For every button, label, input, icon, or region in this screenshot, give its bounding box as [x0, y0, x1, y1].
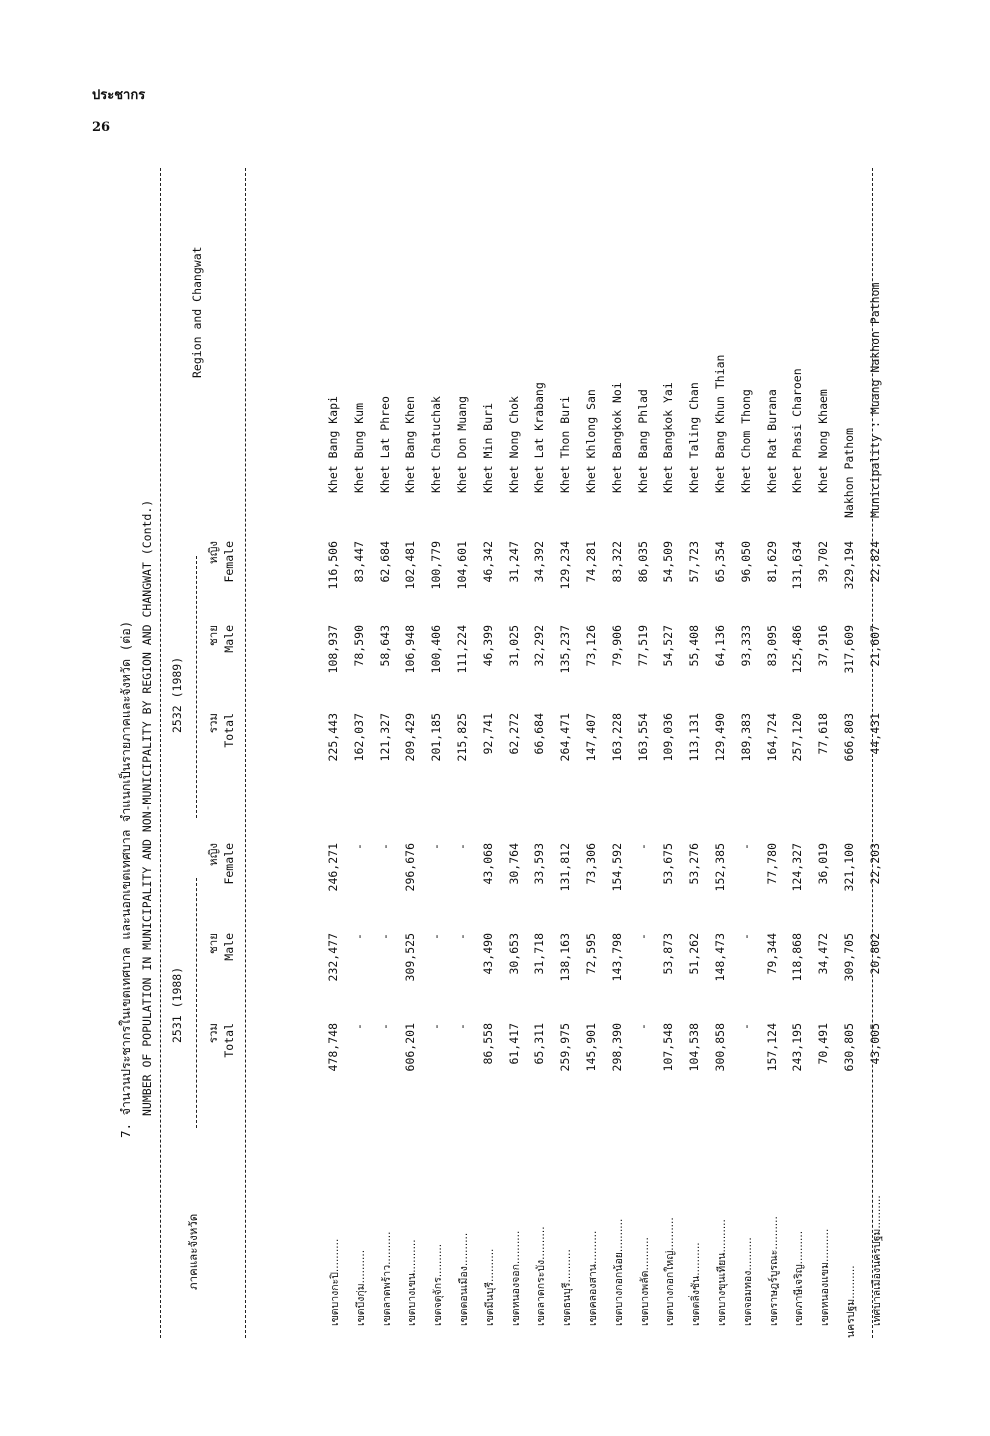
cell-t89: 113,131 — [687, 713, 702, 762]
cell-m88: 309,525 — [403, 933, 418, 982]
cell-m88: 118,868 — [790, 933, 805, 982]
cell-m88: 20,802 — [867, 933, 882, 975]
cell-t88: 145,901 — [584, 1023, 598, 1072]
row-label-thai: เขตจอมทอง.......... — [741, 1237, 754, 1326]
cell-t89: 189,383 — [738, 713, 753, 762]
cell-m88: 138,163 — [558, 933, 573, 982]
cell-t89: 666,803 — [842, 713, 856, 762]
cell-f88: 22,203 — [867, 843, 882, 885]
cell-f88: - — [377, 843, 392, 850]
cell-t89: 121,327 — [377, 713, 392, 762]
cell-t88: - — [455, 1023, 469, 1030]
row-label-en: Khet Nong Khaem — [816, 389, 831, 493]
col-header-en: Male — [222, 625, 236, 653]
row-label-thai: เขตหนองแขม.......... — [819, 1228, 832, 1326]
row-label-en: Khet Nong Chok — [506, 396, 521, 493]
cell-f89: 31,247 — [506, 541, 521, 583]
cell-f88: 131,812 — [558, 843, 573, 892]
year1-rule — [196, 878, 197, 1128]
cell-f89: 65,354 — [713, 541, 727, 583]
cell-m88: - — [455, 933, 469, 940]
cell-m88: 31,718 — [532, 933, 547, 975]
col-header-thai: หญิง — [206, 843, 220, 866]
cell-f89: 57,723 — [687, 541, 702, 583]
page-number: 26 — [92, 120, 111, 135]
table-title-en: NUMBER OF POPULATION IN MUNICIPALITY AND NON-MUNICIPALITY BY REGION AND CHANGWAT (Contd.) — [140, 499, 154, 1116]
row-label-thai: เขตลาดพร้าว.......... — [380, 1231, 393, 1326]
row-label-thai: เขตภาษีเจริญ.......... — [793, 1230, 806, 1326]
cell-m88: - — [377, 933, 392, 940]
cell-t89: 164,724 — [764, 713, 779, 762]
cell-t89: 257,120 — [790, 713, 805, 762]
col-header-thai: รวม — [206, 1023, 220, 1044]
cell-m89: 46,399 — [480, 625, 495, 667]
cell-t89: 201,185 — [429, 713, 444, 762]
cell-m89: 125,486 — [790, 625, 805, 674]
cell-m89: 31,025 — [506, 625, 521, 667]
cell-f88: - — [429, 843, 444, 850]
cell-t88: - — [429, 1023, 444, 1030]
cell-t88: 630,805 — [842, 1023, 856, 1072]
cell-m89: 64,136 — [713, 625, 727, 667]
cell-m88: 148,473 — [713, 933, 727, 982]
cell-t89: 77,618 — [816, 713, 831, 755]
cell-f88: 36,019 — [816, 843, 831, 885]
cell-t89: 147,407 — [584, 713, 598, 762]
row-label-thai: เขตตลิ่งชัน.......... — [690, 1242, 703, 1326]
cell-f89: 329,194 — [842, 541, 856, 590]
cell-t89: 62,272 — [506, 713, 521, 755]
cell-m89: 317,609 — [842, 625, 856, 674]
row-label-en: Municipality : Muang Nakhon Pathom — [867, 282, 882, 518]
cell-t89: 92,741 — [480, 713, 495, 755]
row-label-en: Khet Taling Chan — [687, 382, 702, 493]
row-label-en: Khet Min Buri — [480, 402, 495, 493]
cell-f88: 296,676 — [403, 843, 418, 892]
cell-f88: 30,764 — [506, 843, 521, 885]
row-label-en: Khet Lat Krabang — [532, 382, 547, 493]
year-1988: 2531 (1988) — [170, 966, 184, 1043]
cell-f89: 54,509 — [661, 541, 676, 583]
cell-f89: 116,506 — [326, 541, 340, 590]
cell-f89: 131,634 — [790, 541, 805, 590]
row-label-en: Khet Bang Phlad — [635, 389, 650, 493]
cell-m88: - — [429, 933, 444, 940]
row-label-en: Khet Don Muang — [455, 396, 469, 493]
cell-t88: 43,005 — [867, 1023, 882, 1065]
cell-t88: 107,548 — [661, 1023, 676, 1072]
year-1989: 2532 (1989) — [170, 656, 184, 733]
cell-m89: 79,906 — [609, 625, 624, 667]
header-bottom-rule — [245, 168, 246, 1338]
table-title-thai: 7. จำนวนประชากรในเขตเทศบาล และนอกเขตเทศบาล จำแนกเป็นรายภาคและจังหวัด (ต่อ) — [118, 620, 133, 1138]
row-label-en: Khet Bung Kum — [351, 402, 366, 493]
cell-t88: - — [351, 1023, 366, 1030]
row-label-thai: เทศบาลเมืองนครปฐม.......... — [870, 1195, 883, 1326]
cell-m88: 309,705 — [842, 933, 856, 982]
cell-t88: 298,390 — [609, 1023, 624, 1072]
cell-m88: 51,262 — [687, 933, 702, 975]
cell-f89: 81,629 — [764, 541, 779, 583]
cell-f89: 62,684 — [377, 541, 392, 583]
cell-t89: 66,684 — [532, 713, 547, 755]
col-header-en: Female — [222, 843, 236, 885]
cell-f88: 321,100 — [842, 843, 856, 892]
cell-m88: 53,873 — [661, 933, 676, 975]
cell-t88: 300,858 — [713, 1023, 727, 1072]
cell-m88: - — [738, 933, 753, 940]
cell-m88: 34,472 — [816, 933, 831, 975]
cell-f88: 53,276 — [687, 843, 702, 885]
cell-f88: 43,068 — [480, 843, 495, 885]
row-label-thai: เขตลาดกระบัง.......... — [535, 1226, 548, 1326]
cell-t89: 215,825 — [455, 713, 469, 762]
row-label-en: Khet Bangkok Yai — [661, 382, 676, 493]
row-label-thai: เขตบางขุนเทียน.......... — [716, 1219, 728, 1326]
row-label-thai: เขตราษฎร์บูรณะ.......... — [767, 1216, 780, 1326]
row-label-thai: เขตบางเขน.......... — [406, 1239, 419, 1326]
cell-f89: 86,035 — [635, 541, 650, 583]
cell-m89: 106,948 — [403, 625, 418, 674]
row-label-thai: เขตบึงกุ่ม.......... — [354, 1249, 367, 1326]
row-label-en: Khet Bangkok Noi — [609, 382, 624, 493]
cell-m89: 21,607 — [867, 625, 882, 667]
page-header-thai: ประชากร — [92, 88, 146, 103]
cell-f88: - — [635, 843, 650, 850]
cell-f88: 73,306 — [584, 843, 598, 885]
cell-m89: 32,292 — [532, 625, 547, 667]
cell-t88: 606,201 — [403, 1023, 418, 1072]
row-label-en: Khet Rat Burana — [764, 389, 779, 493]
cell-m88: 143,798 — [609, 933, 624, 982]
top-rule — [160, 168, 161, 1338]
cell-m89: 78,590 — [351, 625, 366, 667]
cell-t89: 129,490 — [713, 713, 727, 762]
row-label-en: Khet Thon Buri — [558, 396, 573, 493]
col-header-thai: ชาย — [206, 625, 220, 647]
cell-m88: 232,477 — [326, 933, 340, 982]
cell-t88: 65,311 — [532, 1023, 547, 1065]
cell-f89: 83,447 — [351, 541, 366, 583]
cell-t89: 225,443 — [326, 713, 340, 762]
row-label-thai: เขตหนองจอก.......... — [509, 1230, 522, 1326]
cell-t88: 104,538 — [687, 1023, 702, 1072]
col-header-thai: หญิง — [206, 541, 220, 564]
row-label-thai: เขตมีนบุรี.......... — [483, 1248, 496, 1326]
cell-f89: 100,779 — [429, 541, 444, 590]
cell-m89: 73,126 — [584, 625, 598, 667]
cell-f89: 22,824 — [867, 541, 882, 583]
row-label-thai: เขตธนบุรี.......... — [561, 1249, 574, 1326]
cell-m88: - — [351, 933, 366, 940]
cell-f89: 104,601 — [455, 541, 469, 590]
col-header-en: Total — [222, 1023, 236, 1058]
cell-m88: 30,653 — [506, 933, 521, 975]
cell-t89: 209,429 — [403, 713, 418, 762]
col-header-thai: รวม — [206, 713, 220, 734]
cell-f89: 34,392 — [532, 541, 547, 583]
cell-m88: 79,344 — [764, 933, 779, 975]
row-label-en: Khet Bang Kapi — [326, 396, 340, 493]
cell-t88: 478,748 — [326, 1023, 340, 1072]
cell-t88: - — [738, 1023, 753, 1030]
bottom-rule — [872, 168, 873, 1338]
cell-f88: 53,675 — [661, 843, 676, 885]
cell-m89: 37,916 — [816, 625, 831, 667]
cell-m88: - — [635, 933, 650, 940]
cell-f88: 154,592 — [609, 843, 624, 892]
cell-f88: 246,271 — [326, 843, 340, 892]
year2-rule — [196, 556, 197, 818]
cell-f89: 83,322 — [609, 541, 624, 583]
col-header-en: Total — [222, 713, 236, 748]
cell-f89: 96,050 — [738, 541, 753, 583]
cell-m88: 72,595 — [584, 933, 598, 975]
row-label-en: Khet Bang Khen — [403, 396, 418, 493]
row-label-en: Khet Lat Phreo — [377, 396, 392, 493]
cell-f89: 39,702 — [816, 541, 831, 583]
cell-t88: 61,417 — [506, 1023, 521, 1065]
cell-t89: 109,036 — [661, 713, 676, 762]
col-header-en: Female — [222, 541, 236, 583]
cell-m89: 83,095 — [764, 625, 779, 667]
cell-t88: - — [635, 1023, 650, 1030]
cell-f88: 124,327 — [790, 843, 805, 892]
cell-t88: 157,124 — [764, 1023, 779, 1072]
cell-m89: 77,519 — [635, 625, 650, 667]
cell-m89: 111,224 — [455, 625, 469, 674]
cell-t88: 243,195 — [790, 1023, 805, 1072]
row-label-thai: เขตบางกอกน้อย.......... — [612, 1218, 625, 1326]
region-header-thai: ภาคและจังหวัด — [186, 1213, 200, 1290]
cell-t89: 44,431 — [867, 713, 882, 755]
row-label-thai: เขตจตุจักร.......... — [432, 1243, 445, 1326]
col-header-thai: ชาย — [206, 933, 220, 955]
cell-t88: 86,558 — [480, 1023, 495, 1065]
region-header-en: Region and Changwat — [190, 246, 204, 378]
cell-t88: 70,491 — [816, 1023, 831, 1065]
cell-t89: 264,471 — [558, 713, 573, 762]
cell-m89: 54,527 — [661, 625, 676, 667]
cell-f89: 129,234 — [558, 541, 573, 590]
cell-m88: 43,490 — [480, 933, 495, 975]
row-label-en: Khet Bang Khun Thian — [713, 354, 727, 493]
row-label-en: Khet Chom Thong — [738, 389, 753, 493]
row-label-thai: เขตบางพลัด.......... — [638, 1237, 651, 1326]
col-header-en: Male — [222, 933, 236, 961]
cell-f88: 152,385 — [713, 843, 727, 892]
cell-t88: 259,975 — [558, 1023, 573, 1072]
row-label-thai: เขตบางกะปิ.......... — [329, 1238, 341, 1326]
cell-f88: - — [738, 843, 753, 850]
row-label-en: Khet Phasi Charoen — [790, 368, 805, 493]
cell-t89: 162,037 — [351, 713, 366, 762]
cell-m89: 55,408 — [687, 625, 702, 667]
cell-f88: - — [455, 843, 469, 850]
cell-m89: 58,643 — [377, 625, 392, 667]
cell-m89: 108,937 — [326, 625, 340, 674]
cell-t89: 163,228 — [609, 713, 624, 762]
cell-t89: 163,554 — [635, 713, 650, 762]
row-label-thai: เขตคลองสาน.......... — [587, 1230, 599, 1326]
row-label-thai: เขตดอนเมือง.......... — [458, 1232, 470, 1326]
row-label-thai: เขตบางกอกใหญ่.......... — [664, 1217, 677, 1326]
cell-f88: 33,593 — [532, 843, 547, 885]
row-label-en: Khet Chatuchak — [429, 396, 444, 493]
cell-f89: 46,342 — [480, 541, 495, 583]
row-label-thai: นครปฐม.......... — [845, 1265, 857, 1338]
cell-t88: - — [377, 1023, 392, 1030]
rotated-table — [110, 78, 890, 1378]
cell-f89: 74,281 — [584, 541, 598, 583]
cell-f89: 102,481 — [403, 541, 418, 590]
cell-m89: 100,406 — [429, 625, 444, 674]
row-label-en: Khet Khlong San — [584, 389, 598, 493]
row-label-en: Nakhon Pathom — [842, 427, 856, 518]
cell-f88: - — [351, 843, 366, 850]
cell-m89: 93,333 — [738, 625, 753, 667]
cell-m89: 135,237 — [558, 625, 573, 674]
cell-f88: 77,780 — [764, 843, 779, 885]
